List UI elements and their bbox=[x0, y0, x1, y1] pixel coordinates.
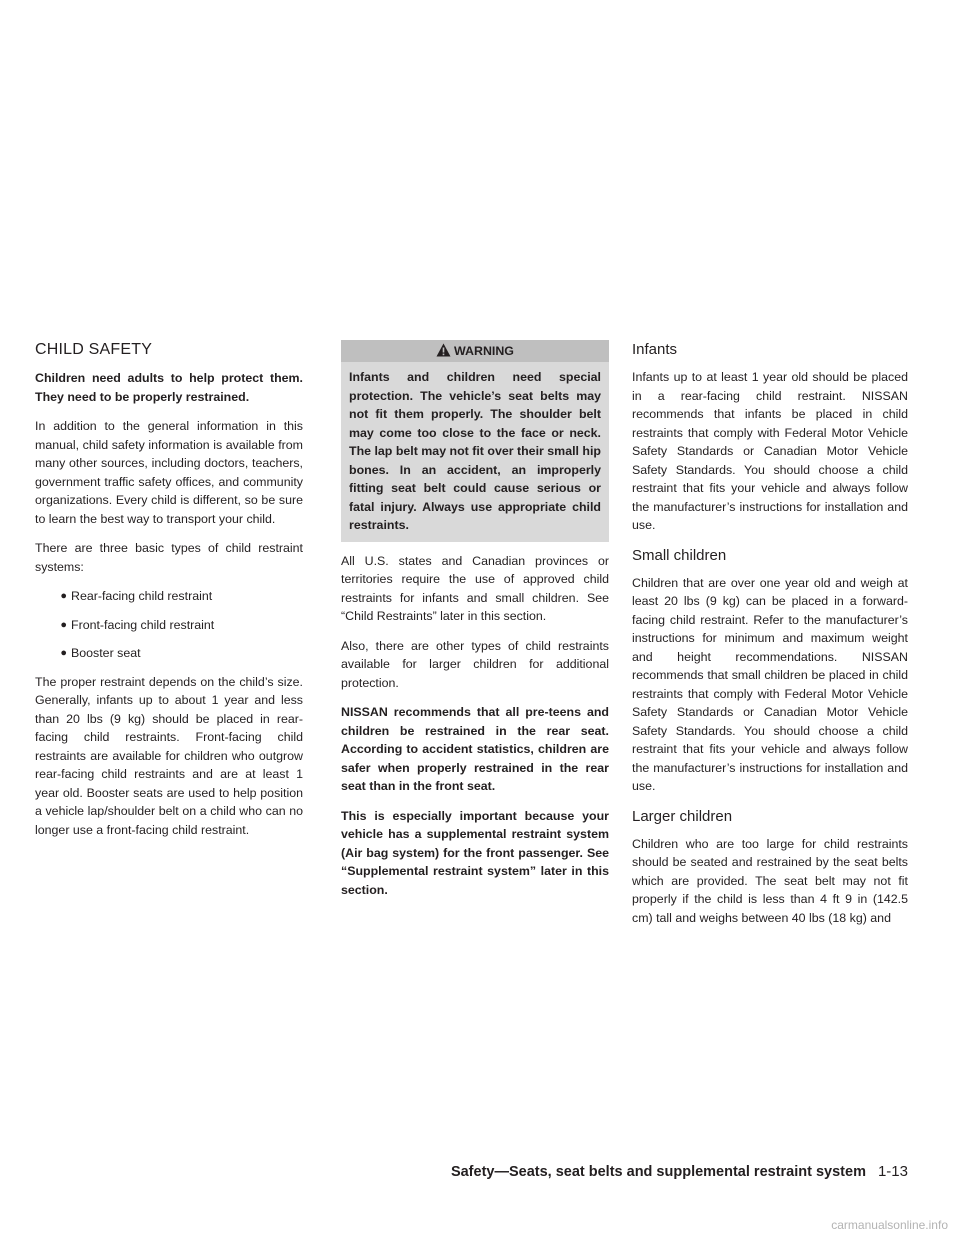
restraint-types-intro: There are three basic types of child restraint systems: bbox=[35, 541, 303, 574]
left-column bbox=[35, 340, 303, 850]
warning-triangle-icon bbox=[436, 342, 451, 364]
page-number: 1-13 bbox=[877, 1163, 908, 1180]
airbag-note: This is especially important because your vehicle has a supplemental restraint system (Air bag system) for the front passenger. See “Supplemental restraint system” later in this section. bbox=[341, 808, 609, 897]
right-column bbox=[632, 340, 908, 938]
watermark bbox=[0, 1218, 960, 1232]
restraint-types-list bbox=[35, 587, 303, 663]
other-types-paragraph: Also, there are other types of child restraints available for larger children for additional protection. bbox=[341, 638, 609, 690]
larger-children-heading: Larger children bbox=[632, 807, 733, 825]
section-title: CHILD SAFETY bbox=[35, 341, 153, 358]
page-footer bbox=[424, 1163, 908, 1180]
watermark-text: carmanualsonline.info bbox=[831, 1218, 948, 1232]
infants-heading: Infants bbox=[632, 341, 678, 358]
intro-bold-paragraph: Children need adults to help protect them. They need to be properly restrained. bbox=[35, 371, 303, 404]
laws-paragraph: All U.S. states and Canadian provinces or territories require the use of approved child restraints for infants and small children. See “Child Restraints” later in this section. bbox=[341, 553, 609, 623]
larger-children-paragraph: Children who are too large for child restraints should be seated and restrained by the seat belts which are provided. The seat belt may not fit properly if the child is less than 4 ft 9 in (142.5 cm) tall and weighs between 40 lbs (18 kg) and bbox=[632, 836, 908, 925]
list-item: ● Rear-facing child restraint bbox=[35, 587, 303, 606]
bullet-icon: ● bbox=[60, 618, 67, 631]
infants-paragraph: Infants up to at least 1 year old should be placed in a rear-facing child restraint. NISSAN recommends that infants be placed in child restraints that comply with Federal Motor Vehicle Safety Standards or Canadian Motor Vehicle Safety Standards. You should choose a child restraint that fits your vehicle and always follow the manufacturer’s instructions for installation and use. bbox=[632, 370, 908, 532]
small-children-heading: Small children bbox=[632, 546, 727, 564]
bullet-icon: ● bbox=[60, 647, 67, 659]
list-item: ● Front-facing child restraint bbox=[35, 616, 303, 635]
rear-seat-recommendation: NISSAN recommends that all pre-teens and children be restrained in the rear seat. According to accident statistics, children are safer when properly restrained in the rear seat than in the front seat. bbox=[341, 705, 609, 793]
warning-title: WARNING bbox=[454, 344, 514, 358]
middle-column bbox=[341, 340, 609, 910]
small-children-paragraph: Children that are over one year old and weigh at least 20 lbs (9 kg) can be placed in a forward-facing child restraint. Refer to the manufacturer’s instructions for minimum and maximum weight and height recommendations. NISSAN recommends that small children be placed in child restraints that comply with Federal Motor Vehicle Safety Standards or Canadian Motor Vehicle Safety Standards. You should choose a child restraint that fits your vehicle and always follow the manufacturer’s instructions for installation and use. bbox=[632, 575, 908, 793]
footer-section-title: Safety—Seats, seat belts and supplemental restraint system bbox=[450, 1164, 866, 1180]
warning-text: Infants and children need special protection. The vehicle’s seat belts may not fit them properly. The shoulder belt may come too close to the face or neck. The lap belt may not fit over their small hip bones. In an accident, an improperly fitting seat belt could cause serious or fatal injury. Always use appropriate child restraints. bbox=[349, 370, 601, 532]
list-item: ● Booster seat bbox=[35, 644, 303, 663]
warning-header bbox=[341, 340, 609, 362]
general-info-paragraph: In addition to the general information in this manual, child safety information is available from many other sources, including doctors, teachers, government traffic safety offices, and community organizations. Every child is different, so be sure to learn the best way to transport your child. bbox=[35, 419, 303, 526]
warning-box bbox=[341, 340, 609, 542]
proper-restraint-paragraph: The proper restraint depends on the child’s size. Generally, infants up to about 1 year and less than 20 lbs (9 kg) should be placed in rear-facing child restraints. Front-facing child restraints are available for children who outgrow rear-facing child restraints and are at least 1 year old. Booster seats are used to help position a vehicle lap/shoulder belt on a child who can no longer use a front-facing child restraint. bbox=[35, 674, 303, 837]
bullet-icon: ● bbox=[60, 590, 67, 602]
